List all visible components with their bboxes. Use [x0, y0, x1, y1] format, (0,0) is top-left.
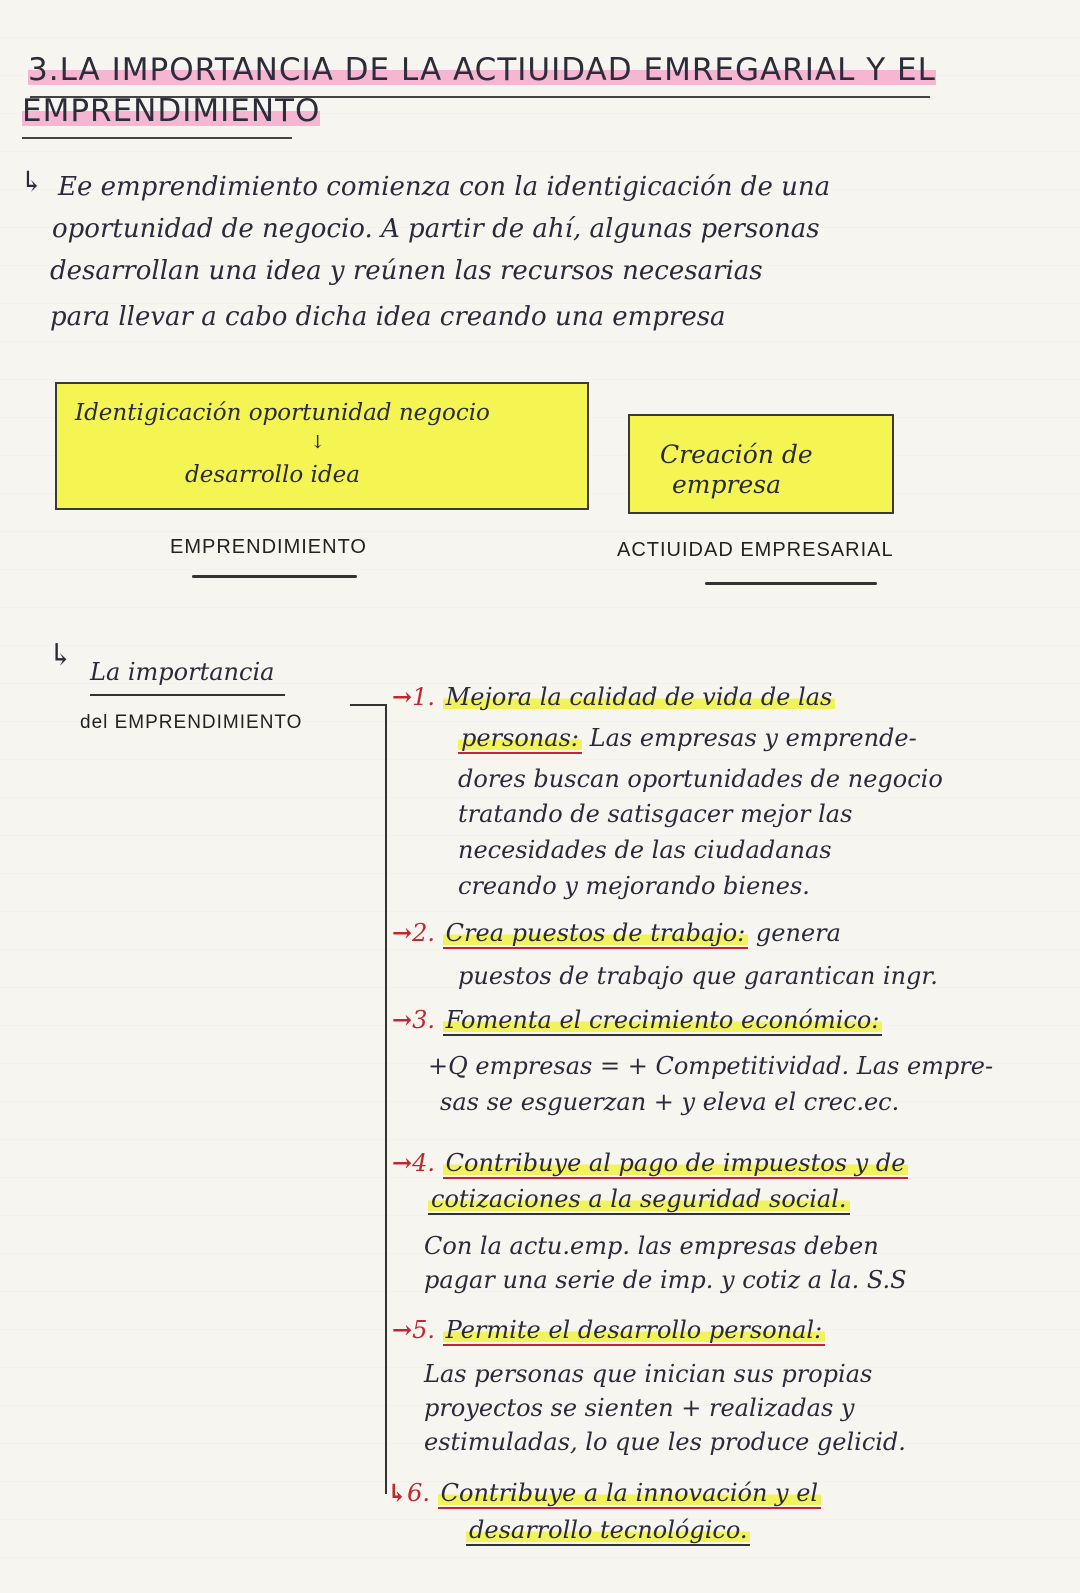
title-underline-2 — [22, 137, 292, 139]
item-2-num: 2. — [412, 919, 436, 947]
item-2-heading-text: Crea puestos de trabajo: — [443, 919, 749, 949]
item-6-heading — [387, 1478, 821, 1507]
arrow-icon: → — [392, 1315, 413, 1344]
box1-line1: Identigicación oportunidad negocio — [75, 400, 490, 426]
intro-line-3: desarrollan una idea y reúnen las recursos necesarias — [50, 256, 763, 286]
box2-line2: empresa — [672, 470, 781, 499]
connector-main — [350, 704, 385, 706]
item-3-heading — [392, 1005, 882, 1034]
item-4-line-0: Con la actu.emp. las empresas deben — [424, 1232, 879, 1260]
item-5-line-0: Las personas que inician sus propias — [424, 1360, 873, 1388]
item-1-line-1: dores buscan oportunidades de negocio — [458, 765, 943, 793]
importance-label-2: del EMPRENDIMIENTO — [80, 712, 303, 733]
item-5-line-2: estimuladas, lo que les produce gelicid. — [424, 1428, 906, 1456]
intro-line-4: para llevar a cabo dicha idea creando una empresa — [50, 302, 726, 332]
intro-marker: ↳ — [20, 165, 44, 198]
box1-caption: EMPRENDIMIENTO — [170, 536, 367, 558]
box2-caption: ACTIUIDAD EMPRESARIAL — [617, 539, 894, 561]
box2-line1: Creación de — [660, 440, 813, 469]
importance-label-1: La importancia — [90, 658, 275, 686]
arrow-icon: → — [392, 1148, 413, 1177]
connector-trunk — [385, 704, 387, 1494]
intro-line-2: oportunidad de negocio. A partir de ahí, algunas personas — [52, 214, 820, 244]
item-1-line-3: necesidades de las ciudadanas — [458, 836, 832, 864]
page-title-line1 — [28, 52, 936, 88]
item-5-heading — [392, 1315, 825, 1344]
arrow-icon: → — [392, 1005, 413, 1034]
title-text-2: EMPRENDIMIENTO — [22, 93, 321, 129]
item-6-num: 6. — [407, 1479, 431, 1507]
item-1-heading-text: Mejora la calidad de vida de las — [443, 683, 836, 711]
item-6-heading-cont — [466, 1516, 750, 1544]
item-5-line-1: proyectos se sienten + realizadas y — [424, 1394, 855, 1422]
importance-label-underline-1 — [90, 694, 285, 696]
item-3-line-0: +Q empresas = + Competitividad. Las empre- — [428, 1052, 994, 1080]
page-title-line2 — [22, 93, 320, 129]
item-6-heading-text-2: desarrollo tecnológico. — [466, 1516, 750, 1546]
arrow-icon: → — [392, 682, 413, 711]
item-1-heading-cont: personas: — [458, 724, 582, 754]
item-5-num: 5. — [412, 1316, 436, 1344]
item-1-text-0: Las empresas y emprende- — [589, 724, 917, 752]
box1-caption-underline — [192, 575, 357, 578]
down-arrow-icon: ↓ — [310, 432, 326, 453]
item-2-heading — [392, 918, 841, 947]
item-1-num: 1. — [412, 683, 436, 711]
item-2-text-0: genera — [755, 919, 841, 947]
arrow-icon: ↳ — [387, 1478, 408, 1507]
item-6-heading-text-1: Contribuye a la innovación y el — [438, 1479, 821, 1509]
box1-line2: desarrollo idea — [185, 462, 360, 488]
item-3-heading-text: Fomenta el crecimiento económico: — [443, 1006, 883, 1036]
item-4-heading-cont — [428, 1185, 850, 1213]
item-3-line-1: sas se esguerzan + y eleva el crec.ec. — [440, 1088, 900, 1116]
item-4-num: 4. — [412, 1149, 436, 1177]
item-4-heading-text-2: cotizaciones a la seguridad social. — [428, 1185, 850, 1215]
intro-line-1: Ee emprendimiento comienza con la identigicación de una — [58, 172, 831, 202]
item-2-line-1: puestos de trabajo que garantican ingr. — [458, 962, 938, 990]
item-4-heading — [392, 1148, 908, 1177]
importance-marker: ↳ — [48, 638, 74, 673]
item-3-num: 3. — [412, 1006, 436, 1034]
box2-caption-underline — [705, 582, 877, 585]
item-4-line-1: pagar una serie de imp. y cotiz a la. S.S — [424, 1266, 907, 1294]
item-1-line-0 — [458, 724, 917, 752]
title-text-1: 3.LA IMPORTANCIA DE LA ACTIUIDAD EMREGARIAL Y EL — [28, 52, 936, 88]
item-5-heading-text: Permite el desarrollo personal: — [443, 1316, 826, 1346]
item-1-line-4: creando y mejorando bienes. — [458, 872, 810, 900]
item-1-line-2: tratando de satisgacer mejor las — [458, 800, 853, 828]
item-1-heading — [392, 682, 835, 711]
arrow-icon: → — [392, 918, 413, 947]
item-4-heading-text-1: Contribuye al pago de impuestos y de — [443, 1149, 909, 1179]
